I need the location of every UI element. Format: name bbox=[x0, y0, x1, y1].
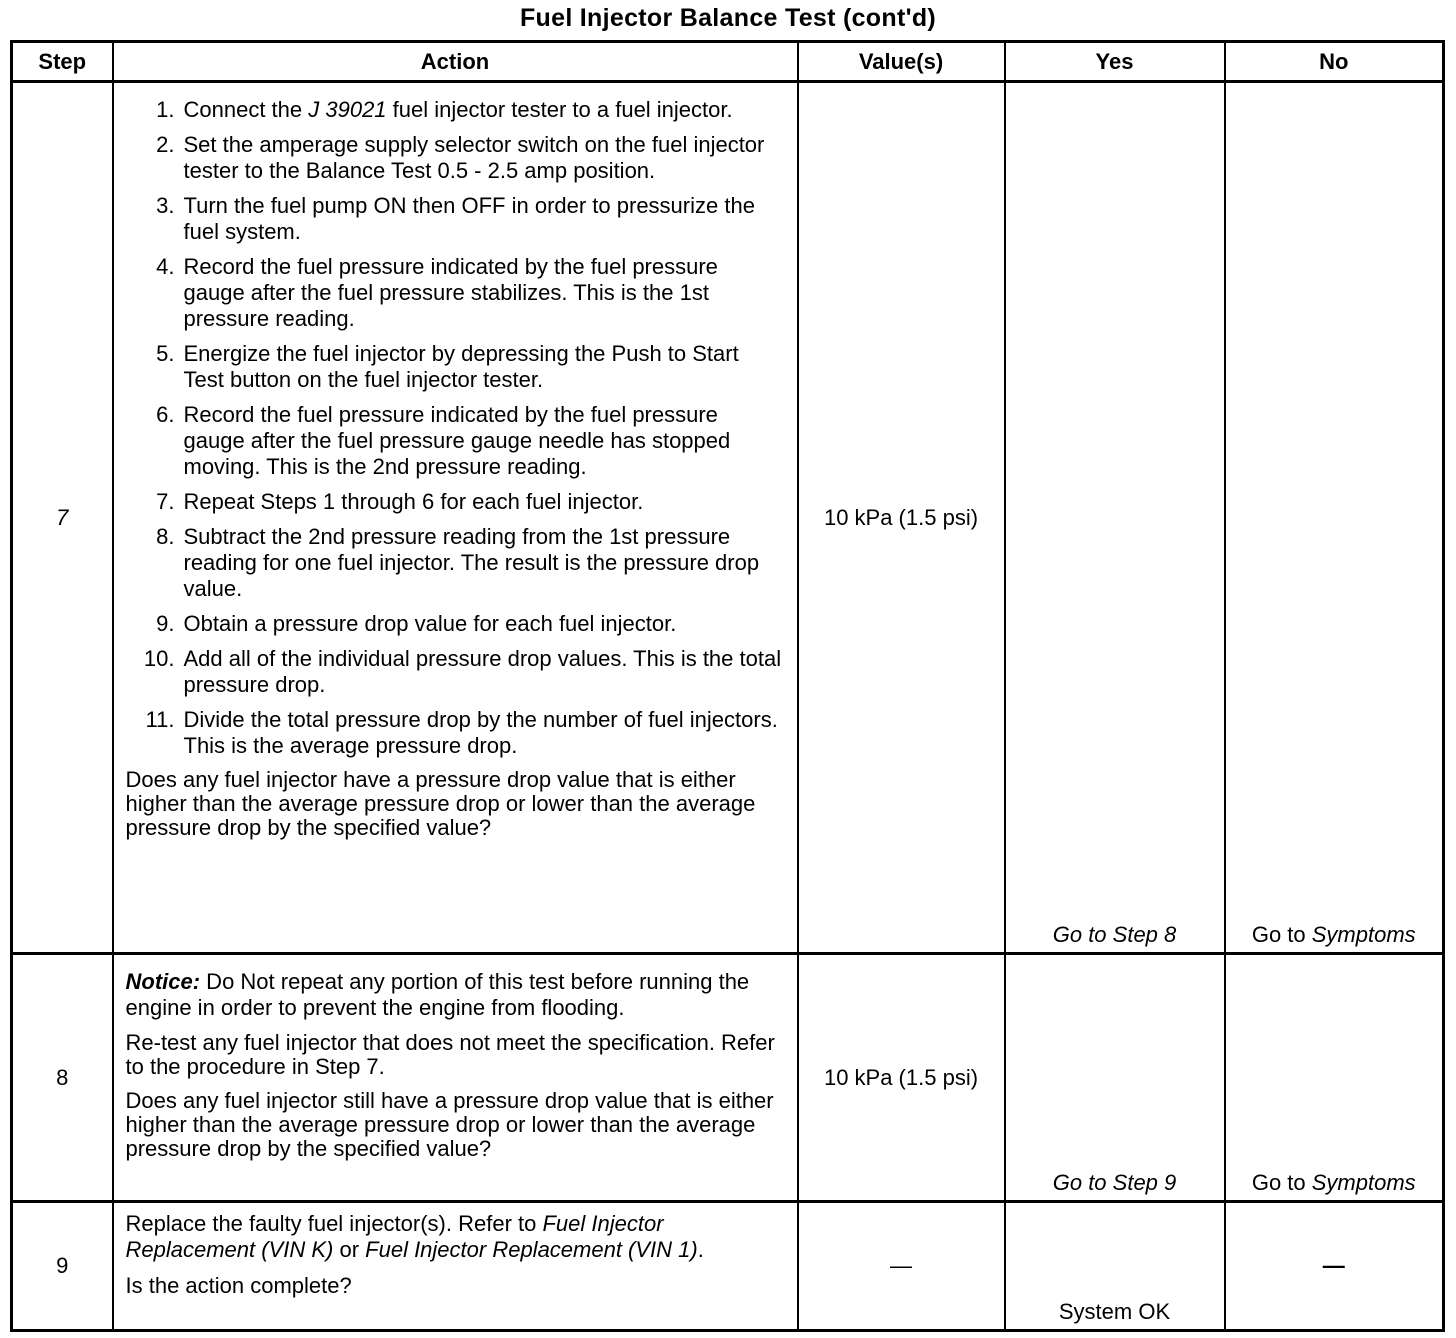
procedure-table bbox=[10, 40, 1445, 1332]
table-row-step-7 bbox=[12, 82, 1444, 954]
action-step-item bbox=[126, 97, 785, 123]
no-cell bbox=[1225, 1202, 1444, 1331]
table-row-step-8 bbox=[12, 954, 1444, 1202]
action-step-text: Divide the total pressure drop by the number of fuel injectors. This is the average pressure drop. bbox=[183, 707, 778, 758]
action-step-text: Obtain a pressure drop value for each fuel injector. bbox=[183, 611, 677, 636]
header-step: Step bbox=[12, 42, 113, 82]
value-cell: 10 kPa (1.5 psi) bbox=[798, 954, 1005, 1202]
action-question: Is the action complete? bbox=[125, 1273, 352, 1298]
action-step-number: 2. bbox=[156, 132, 175, 157]
action-step-item bbox=[126, 489, 785, 515]
replacement-link-vin-k: Fuel Injector Replacement (VIN K) bbox=[125, 1211, 664, 1262]
retest-paragraph: Re-test any fuel injector that does not meet the specification. Refer to the procedure in Step 7. bbox=[125, 1030, 775, 1079]
no-cell bbox=[1225, 82, 1444, 954]
page-title: Fuel Injector Balance Test (cont'd) bbox=[519, 4, 937, 32]
no-text: Go to bbox=[1251, 1170, 1312, 1195]
action-step-text: Record the fuel pressure indicated by the fuel pressure gauge after the fuel pressure stabilizes. This is the 1st pressure reading. bbox=[183, 254, 718, 331]
action-step-number: 9. bbox=[156, 611, 175, 636]
action-step-item bbox=[126, 524, 785, 602]
action-question: Does any fuel injector have a pressure drop value that is either higher than the average pressure drop or lower than the average pressure drop by the specified value? bbox=[125, 767, 756, 840]
notice-label: Notice: bbox=[125, 969, 201, 994]
action-step-item bbox=[126, 707, 785, 759]
symptoms-link: Symptoms bbox=[1311, 922, 1416, 947]
action-step-item bbox=[126, 402, 785, 480]
action-step-text: Energize the fuel injector by depressing the Push to Start Test button on the fuel injector tester. bbox=[183, 341, 739, 392]
step-number: 7 bbox=[12, 82, 113, 954]
no-dash: — bbox=[1322, 1253, 1345, 1278]
action-question: Does any fuel injector still have a pressure drop value that is either higher than the average pressure drop or lower than the average pressure drop by the specified value? bbox=[125, 1088, 774, 1161]
header-no: No bbox=[1225, 42, 1444, 82]
action-step-text: Add all of the individual pressure drop values. This is the total pressure drop. bbox=[183, 646, 782, 697]
header-row bbox=[12, 42, 1444, 82]
action-step-text: Turn the fuel pump ON then OFF in order to pressurize the fuel system. bbox=[183, 193, 755, 244]
action-step-text: Repeat Steps 1 through 6 for each fuel injector. bbox=[183, 489, 644, 514]
no-text: Go to bbox=[1251, 922, 1312, 947]
step-number: 9 bbox=[12, 1202, 113, 1331]
header-yes: Yes bbox=[1005, 42, 1225, 82]
action-step-text bbox=[184, 97, 785, 123]
notice-text: Do Not repeat any portion of this test before running the engine in order to prevent the engine from flooding. bbox=[125, 969, 750, 1020]
action-step-item bbox=[126, 254, 785, 332]
action-step-number: 1. bbox=[156, 97, 175, 122]
action-step-number: 8. bbox=[156, 524, 175, 549]
yes-cell: Go to Step 8 bbox=[1005, 82, 1225, 954]
action-step-item bbox=[126, 132, 785, 184]
action-step-text: Record the fuel pressure indicated by the fuel pressure gauge after the fuel pressure gauge needle has stopped moving. This is the 2nd pressure reading. bbox=[183, 402, 731, 479]
action-step-text: Subtract the 2nd pressure reading from the 1st pressure reading for one fuel injector. The result is the pressure drop value. bbox=[183, 524, 760, 601]
action-step-item bbox=[126, 646, 785, 698]
action-step-item bbox=[126, 341, 785, 393]
tool-reference: J 39021 bbox=[308, 97, 387, 122]
value-cell bbox=[798, 1202, 1005, 1331]
yes-cell: System OK bbox=[1005, 1202, 1225, 1331]
action-step-text: Set the amperage supply selector switch on the fuel injector tester to the Balance Test 0.5 - 2.5 amp position. bbox=[183, 132, 765, 183]
step-number: 8 bbox=[12, 954, 113, 1202]
value-dash: — bbox=[890, 1253, 912, 1278]
table-row-step-9 bbox=[12, 1202, 1444, 1331]
yes-cell: Go to Step 9 bbox=[1005, 954, 1225, 1202]
action-step-item bbox=[126, 611, 785, 637]
action-cell bbox=[113, 954, 798, 1202]
replace-text: Replace the faulty fuel injector(s). Refer to bbox=[125, 1211, 543, 1236]
action-step-list bbox=[126, 97, 785, 759]
notice-paragraph bbox=[126, 969, 785, 1021]
header-action: Action bbox=[113, 42, 798, 82]
replace-or: or bbox=[333, 1237, 366, 1262]
action-step-number: 3. bbox=[156, 193, 175, 218]
value-cell: 10 kPa (1.5 psi) bbox=[798, 82, 1005, 954]
header-values: Value(s) bbox=[798, 42, 1005, 82]
replace-period: . bbox=[697, 1237, 704, 1262]
symptoms-link: Symptoms bbox=[1311, 1170, 1416, 1195]
action-step-number: 5. bbox=[156, 341, 175, 366]
replacement-link-vin-1: Fuel Injector Replacement (VIN 1) bbox=[365, 1237, 698, 1262]
no-cell bbox=[1225, 954, 1444, 1202]
action-step-number: 7. bbox=[156, 489, 175, 514]
action-step-number: 4. bbox=[156, 254, 175, 279]
action-step-number: 11. bbox=[145, 707, 175, 732]
action-step-text-part: Connect the bbox=[183, 97, 309, 122]
action-cell bbox=[113, 82, 798, 954]
replace-paragraph bbox=[126, 1211, 785, 1263]
action-step-number: 6. bbox=[156, 402, 175, 427]
action-step-number: 10. bbox=[143, 646, 175, 671]
action-step-item bbox=[126, 193, 785, 245]
action-cell bbox=[113, 1202, 798, 1331]
action-step-text-part: fuel injector tester to a fuel injector. bbox=[386, 97, 733, 122]
